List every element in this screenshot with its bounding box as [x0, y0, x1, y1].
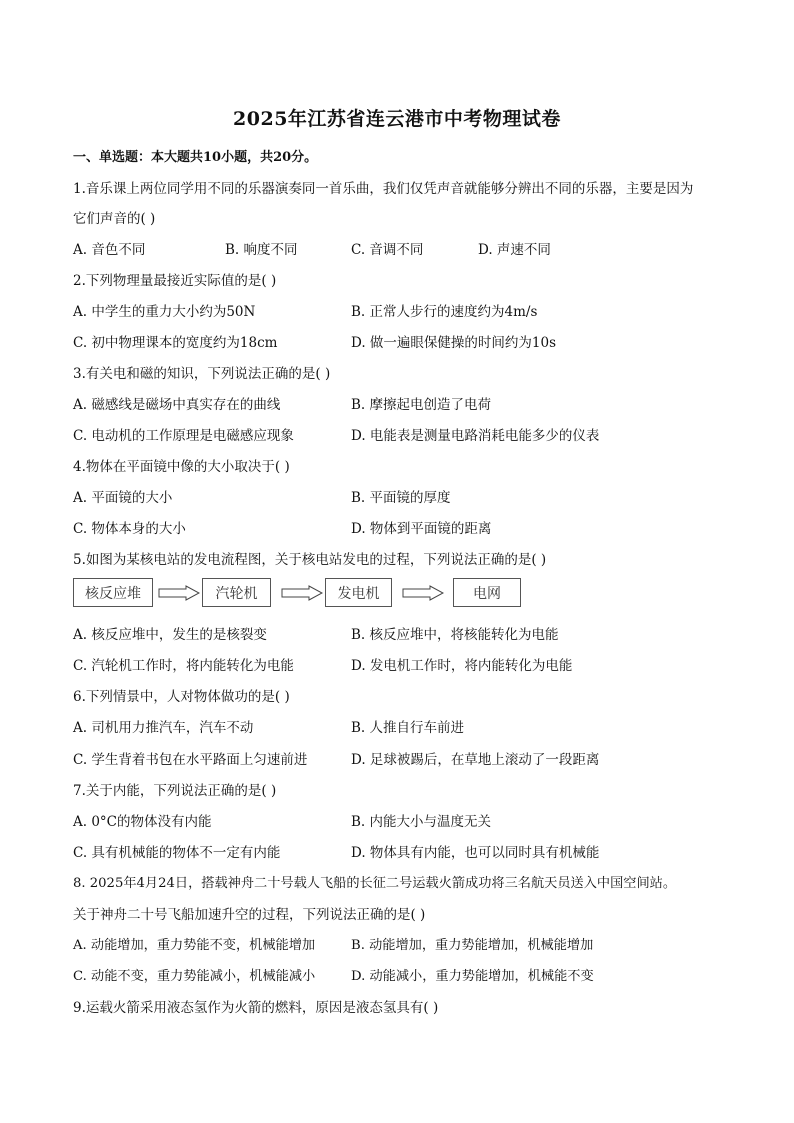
question-2-option-d: D. 做一遍眼保健操的时间约为10s	[351, 335, 557, 351]
question-2-option-b: B. 正常人步行的速度约为4m/s	[351, 304, 538, 320]
question-8-stem-line-1: 8. 2025年4月24日，搭载神舟二十号载人飞船的长征二号运载火箭成功将三名航天员送入中国空间站。	[73, 876, 677, 891]
question-8-option-d: D. 动能减小，重力势能增加，机械能不变	[351, 969, 594, 984]
question-1-option-d: D. 声速不同	[478, 242, 551, 258]
question-8-stem-line-2: 关于神舟二十号飞船加速升空的过程，下列说法正确的是( )	[73, 907, 426, 923]
flow-box-generator: 发电机	[325, 578, 392, 607]
question-4-option-b: B. 平面镜的厚度	[351, 490, 451, 506]
flow-arrow-icon	[158, 585, 200, 601]
question-6-option-c: C. 学生背着书包在水平路面上匀速前进	[73, 752, 308, 768]
question-1-option-a: A. 音色不同	[73, 242, 146, 258]
question-1-stem-line-2: 它们声音的( )	[73, 211, 156, 227]
question-6-option-d: D. 足球被踢后，在草地上滚动了一段距离	[351, 752, 600, 768]
question-7-option-c: C. 具有机械能的物体不一定有内能	[73, 845, 281, 861]
question-4-stem: 4.物体在平面镜中像的大小取决于( )	[73, 459, 290, 475]
question-2-option-c: C. 初中物理课本的宽度约为18cm	[73, 335, 278, 351]
question-3-option-a: A. 磁感线是磁场中真实存在的曲线	[73, 397, 281, 413]
question-8-option-c: C. 动能不变，重力势能减小，机械能减小	[73, 969, 316, 984]
question-4-option-c: C. 物体本身的大小	[73, 521, 186, 537]
question-8-option-b: B. 动能增加，重力势能增加，机械能增加	[351, 938, 594, 953]
question-6-option-a: A. 司机用力推汽车，汽车不动	[73, 720, 254, 736]
question-7-option-a: A. 0°C的物体没有内能	[73, 814, 212, 830]
question-1-option-b: B. 响度不同	[225, 242, 298, 258]
question-3-option-b: B. 摩擦起电创造了电荷	[351, 397, 492, 413]
question-7-option-b: B. 内能大小与温度无关	[351, 814, 492, 830]
question-5-option-b: B. 核反应堆中，将核能转化为电能	[351, 627, 559, 643]
question-6-stem: 6.下列情景中，人对物体做功的是( )	[73, 689, 290, 705]
question-2-stem: 2.下列物理量最接近实际值的是( )	[73, 273, 277, 289]
question-4-option-d: D. 物体到平面镜的距离	[351, 521, 492, 537]
flow-box-grid: 电网	[453, 578, 521, 607]
question-7-stem: 7.关于内能，下列说法正确的是( )	[73, 783, 277, 799]
question-5-option-a: A. 核反应堆中，发生的是核裂变	[73, 627, 267, 643]
question-6-option-b: B. 人推自行车前进	[351, 720, 465, 736]
flow-arrow-icon	[281, 585, 323, 601]
question-2-option-a: A. 中学生的重力大小约为50N	[73, 304, 256, 320]
question-1-stem-line-1: 1.音乐课上两位同学用不同的乐器演奏同一首乐曲，我们仅凭声音就能够分辨出不同的乐器，主要是因为	[73, 181, 694, 197]
question-5-option-d: D. 发电机工作时，将内能转化为电能	[351, 658, 573, 674]
question-3-stem: 3.有关电和磁的知识，下列说法正确的是( )	[73, 366, 331, 382]
question-5-stem: 5.如图为某核电站的发电流程图，关于核电站发电的过程，下列说法正确的是( )	[73, 552, 547, 568]
flow-box-turbine: 汽轮机	[202, 578, 271, 607]
question-3-option-c: C. 电动机的工作原理是电磁感应现象	[73, 428, 294, 444]
question-7-option-d: D. 物体具有内能，也可以同时具有机械能	[351, 845, 600, 861]
flow-box-reactor: 核反应堆	[73, 578, 153, 607]
question-3-option-d: D. 电能表是测量电路消耗电能多少的仪表	[351, 428, 600, 444]
page-title: 2025年江苏省连云港市中考物理试卷	[233, 108, 561, 130]
question-8-option-a: A. 动能增加，重力势能不变，机械能增加	[73, 938, 316, 953]
question-9-stem: 9.运载火箭采用液态氢作为火箭的燃料，原因是液态氢具有( )	[73, 1000, 439, 1016]
question-4-option-a: A. 平面镜的大小	[73, 490, 173, 506]
question-1-option-c: C. 音调不同	[351, 242, 424, 258]
section-heading: 一、单选题：本大题共10小题，共20分。	[73, 150, 318, 165]
flow-arrow-icon	[402, 585, 444, 601]
question-5-option-c: C. 汽轮机工作时，将内能转化为电能	[73, 658, 294, 674]
